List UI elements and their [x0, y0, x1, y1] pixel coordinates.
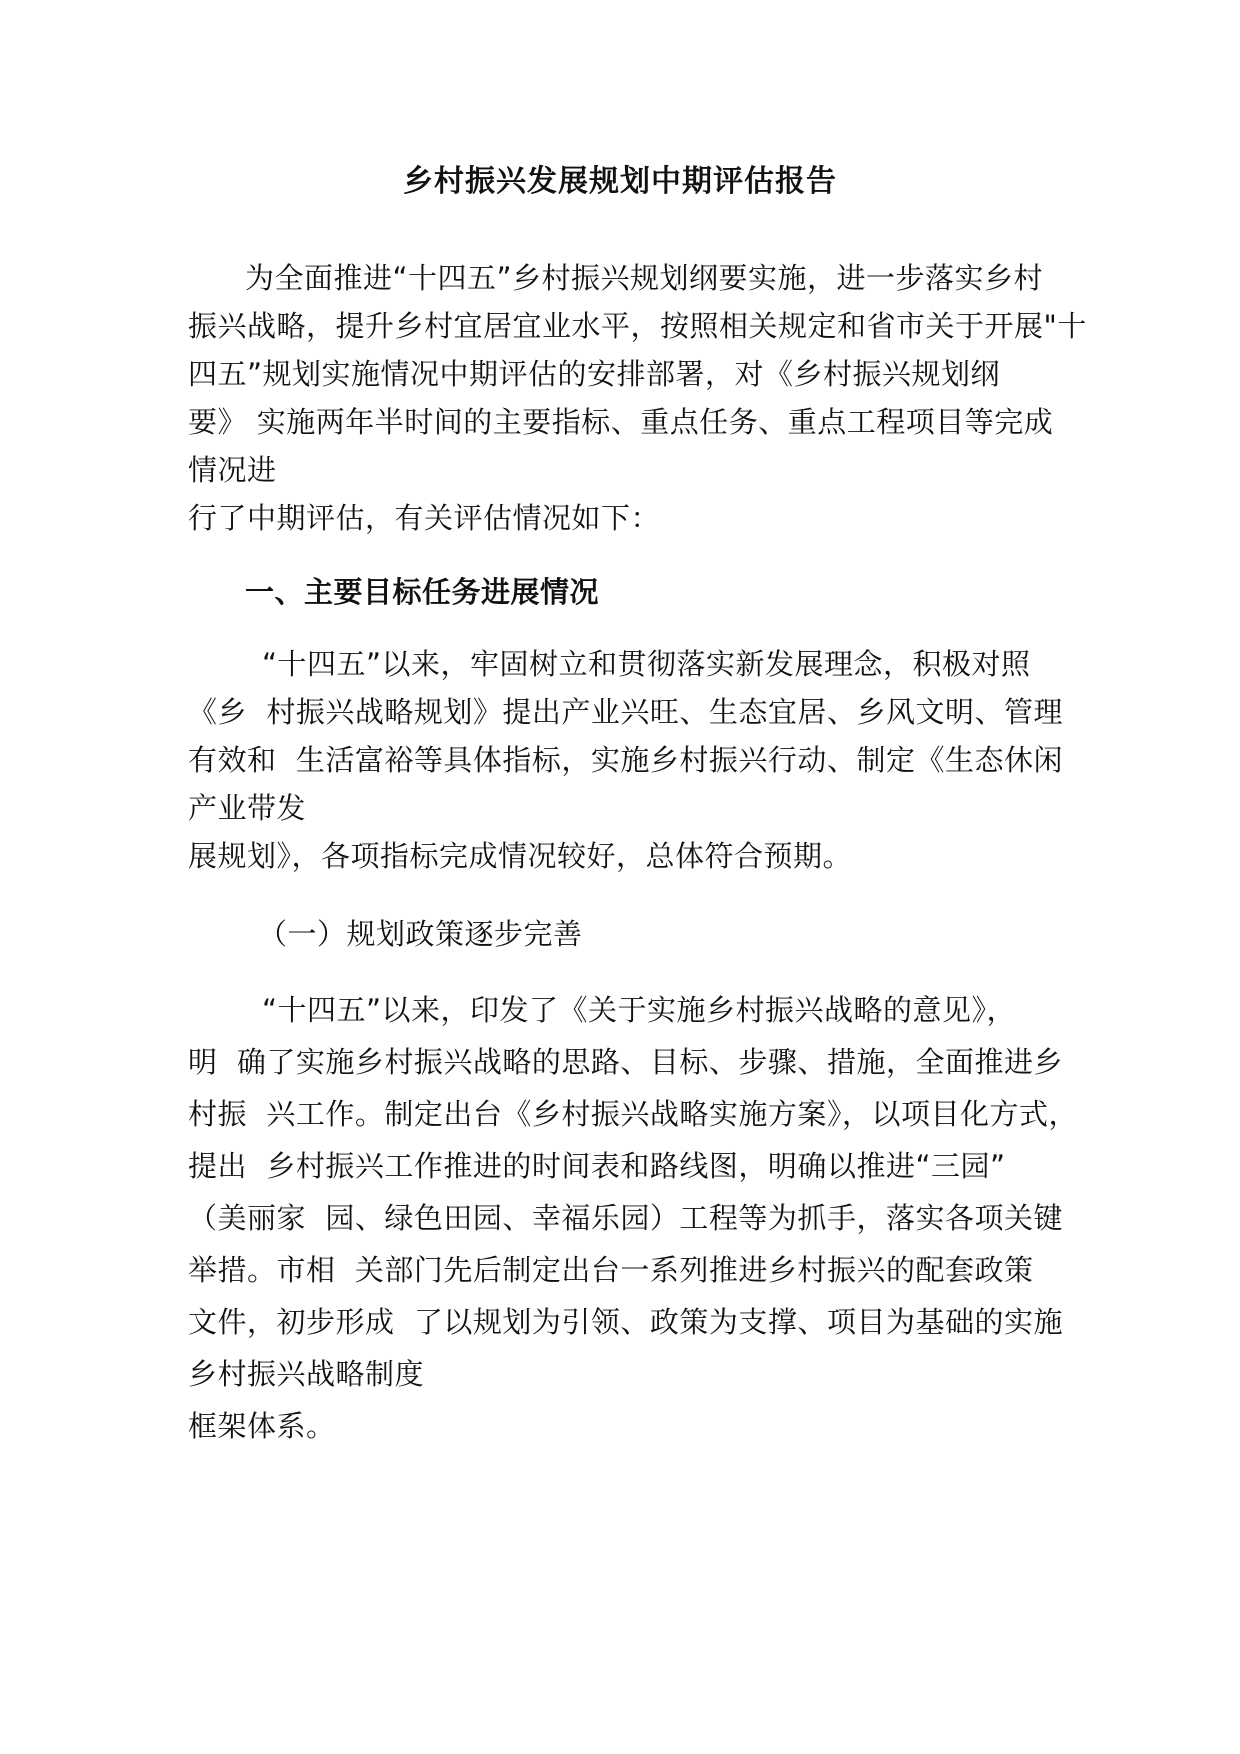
paragraph-line: 村振 兴工作。制定出台《乡村振兴战略实施方案》，以项目化方式，: [188, 1097, 1078, 1131]
paragraph-line: （美丽家 园、绿色田园、幸福乐园）工程等为抓手，落实各项关键: [188, 1201, 1063, 1235]
section-heading: 一、主要目标任务进展情况: [245, 575, 600, 609]
paragraph-line: 提出 乡村振兴工作推进的时间表和路线图，明确以推进“三园”: [188, 1149, 1006, 1183]
paragraph-line: 《乡 村振兴战略规划》提出产业兴旺、生态宜居、乡风文明、管理: [188, 695, 1063, 729]
paragraph-line: 乡村振兴战略制度: [188, 1357, 425, 1391]
paragraph-line: 框架体系。: [188, 1409, 336, 1443]
paragraph-line: 展规划》，各项指标完成情况较好，总体符合预期。: [188, 839, 853, 873]
paragraph-line: 产业带发: [188, 791, 307, 825]
paragraph-line: 为全面推进“十四五”乡村振兴规划纲要实施，进一步落实乡村: [245, 261, 1044, 295]
paragraph-line: 举措。市相 关部门先后制定出台一系列推进乡村振兴的配套政策: [188, 1253, 1034, 1287]
paragraph-line: 明 确了实施乡村振兴战略的思路、目标、步骤、措施，全面推进乡: [188, 1045, 1063, 1079]
paragraph-line: “十四五”以来，印发了《关于实施乡村振兴战略的意见》，: [262, 993, 1017, 1027]
paragraph-line: 振兴战略，提升乡村宜居宜业水平，按照相关规定和省市关于开展"十: [188, 309, 1087, 343]
paragraph-line: 四五”规划实施情况中期评估的安排部署，对《乡村振兴规划纲: [188, 357, 1001, 391]
paragraph-line: 行了中期评估，有关评估情况如下：: [188, 501, 661, 535]
document-title: 乡村振兴发展规划中期评估报告: [403, 164, 837, 199]
paragraph-line: 要》 实施两年半时间的主要指标、重点任务、重点工程项目等完成: [188, 405, 1054, 439]
paragraph-line: 情况进: [188, 453, 277, 487]
paragraph-line: 文件，初步形成 了以规划为引领、政策为支撑、项目为基础的实施: [188, 1305, 1063, 1339]
paragraph-line: 有效和 生活富裕等具体指标，实施乡村振兴行动、制定《生态休闲: [188, 743, 1063, 777]
subsection-heading: （一）规划政策逐步完善: [258, 917, 583, 951]
paragraph-line: “十四五”以来，牢固树立和贯彻落实新发展理念，积极对照: [262, 647, 1031, 681]
